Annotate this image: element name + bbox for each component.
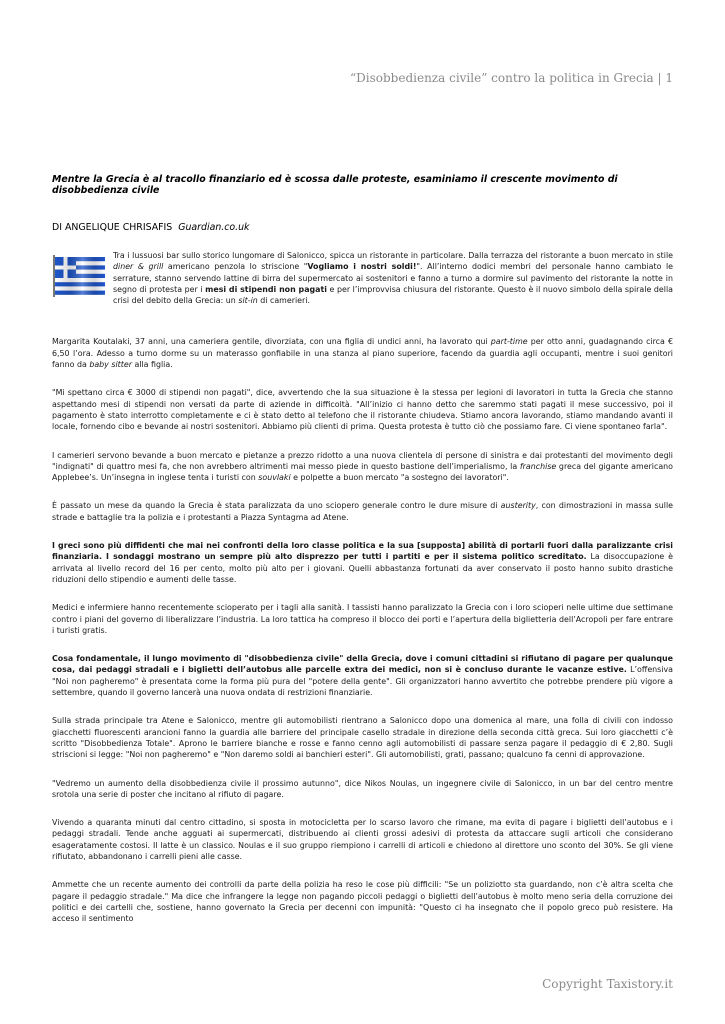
italic-run: part-time: [490, 337, 528, 347]
text-run: per otto anni, guadagnando circa € 6,50 l’ora. Adesso a turno dorme su un materasso gonfiabile in una stanza al piano superiore, facendo da guardia agli occupanti, mentre i suoi genitori fanno da: [52, 337, 673, 370]
lead-text-run: di camerieri.: [257, 296, 310, 306]
paragraph: Sulla strada principale tra Atene e Salonicco, mentre gli automobilisti rientrano a Salonicco dopo una domenica al mare, una folla di civili con indosso giacchetti fluorescenti arancioni fanno la guardia alle barriere del principale casello stradale in direzione della seconda città greca. Sui loro giacchetti c’è scritto "Disobbedienza Totale". Aprono le barriere bianche e rosse e fanno cenno agli automobilisti di passare senza pagare il pedaggio di € 2,80. Sugli striscioni si legge: "Noi non pagheremo" e "Non daremo soldi ai banchieri esteri". Gli automobilisti, grati, passano; qualcuno fa cenni di approvazione.: [52, 716, 673, 760]
text-run: greca del gigante americano Applebee’s. Un’insegna in inglese tenta i turisti con: [52, 461, 673, 483]
source-name: Guardian.co.uk: [178, 222, 250, 233]
italic-run: baby sitter: [89, 360, 132, 370]
lead-paragraph: [52, 250, 673, 306]
lead-text-run: ". All’interno dodici membri del personale hanno cambiato le serrature, stanno servendo lattine di birra del supermercato ai sostenitori e fanno a turno a dormire sul pavimento del ristorante la notte in segno di protesta per i: [113, 262, 673, 294]
lead-text-run: Tra i lussuosi bar sullo storico lungomare di Salonicco, spicca un ristorante in particolare. Dalla terrazza del ristorante a buon mercato in stile: [113, 251, 673, 260]
paragraph: [52, 450, 673, 484]
text-run: e polpette a buon mercato "a sostegno dei lavoratori".: [290, 473, 509, 483]
paragraph: Ammette che un recente aumento dei controlli da parte della polizia ha reso le cose più difficili: "Se un poliziotto sta guardando, non c’è altra scelta che pagare il pedaggio stradale." Ma dice che infrangere la legge non pagando piccoli pedaggi o biglietti dell’autobus è molto meno seria della corruzione dei politici e dei cartelli che, sostiene, hanno governato la Grecia per decenni con impunità: "Questo ci ha insegnato che il popolo greco può resistere. Ha acceso il sentimento: [52, 880, 673, 924]
lead-text-run: americano penzola lo striscione ": [163, 262, 308, 272]
text-run: È passato un mese da quando la Grecia è stata paralizzata da uno sciopero generale contro le dure misure di: [52, 501, 501, 511]
text-run: alla figlia.: [131, 360, 173, 370]
paragraph: "Vedremo un aumento della disobbedienza civile il prossimo autunno", dice Nikos Noulas, un ingegnere civile di Salonicco, in un bar del centro mentre srotola una serie di poster che incitano al rifiuto di pagare.: [52, 778, 673, 799]
running-header: “Disobbedienza civile” contro la politica in Grecia | 1: [350, 71, 673, 85]
lead-italic-run: diner & grill: [113, 262, 164, 272]
paragraph: [52, 336, 673, 370]
paragraph: [52, 653, 673, 698]
lead-text: [113, 250, 673, 306]
greek-flag-image: [52, 255, 107, 297]
paragraph: Medici e infermiere hanno recentemente scioperato per i tagli alla sanità. I tassisti hanno paralizzato la Grecia con i loro scioperi nelle ultime due settimane contro i piani del governo di liberalizzare l’industria. La loro tattica ha compreso il blocco dei porti e l’apertura della biglietteria dell’Acropoli per fare entrare i turisti gratis.: [52, 603, 673, 635]
lead-bold-run: Vogliamo i nostri soldi!: [307, 262, 417, 272]
paragraph: "Mi spettano circa € 3000 di stipendi non pagati", dice, avvertendo che la sua situazione è la stessa per legioni di lavoratori in tutta la Grecia che stanno aspettando mesi di stipendi non versati da parte di aziende in difficoltà. "All’inizio ci hanno detto che saremmo stati pagati il mese successivo, poi il pagamento è stato interrotto completamente e ci è stato detto al telefono che il ristorante chiudeva. Stiamo ancora lavorando, stiamo mandando avanti il locale, fornendo cibo e bevande ai nostri sostenitori. Abbiamo più clienti di prima. Questa protesta è tutto ciò che possiamo fare. Ci viene spontaneo farla".: [52, 388, 673, 432]
italic-run: austerity: [500, 501, 536, 511]
text-run: Margarita Koutalaki, 37 anni, una cameriera gentile, divorziata, con una figlia di undici anni, ha lavorato qui: [52, 337, 491, 347]
italic-run: souvlaki: [258, 473, 291, 483]
lead-bold-run: mesi di stipendi non pagati: [205, 284, 327, 294]
text-run: La disoccupazione è arrivata al livello record del 16 per cento, molto più alto per i giovani. Quelli abbastanza fortunati da aver conservato il posto hanno subito drastiche riduzioni dello stipendio e aumenti delle tasse.: [52, 552, 673, 584]
text-run: I camerieri servono bevande a buon mercato e pietanze a prezzo ridotto a una nuova clientela di persone di sinistra e dai protestanti del movimento degli "indignati" di quattro mesi fa, che non avrebbero altrimenti mai messo piede in questo bastione dell’imperialismo, la: [52, 450, 673, 471]
article-body: [52, 250, 673, 941]
article-subtitle: Mentre la Grecia è al tracollo finanziario ed è scossa dalle proteste, esaminiamo il crescente movimento di disobbedienza civile: [52, 174, 618, 196]
byline: [52, 222, 250, 233]
text-run: , con dimostrazioni in massa sulle strade e battaglie tra la polizia e i protestanti a Piazza Syntagma ad Atene.: [52, 501, 673, 522]
paragraph: [52, 540, 673, 585]
footer-copyright: Copyright Taxistory.it: [542, 977, 673, 991]
paragraph: [52, 500, 673, 523]
bold-run: I greci sono più diffidenti che mai nei confronti della loro classe politica e la sua [supposta] abilità di portarli fuori dalla paralizzante crisi finanziaria. I sondaggi mostrano un sempre più alto disprezzo per tutti i partiti e per il sistema politico screditato.: [52, 541, 673, 562]
lead-italic-run: sit-in: [238, 296, 258, 306]
text-run: L’offensiva "Noi non pagheremo" è presentata come la forma più pura del "potere della gente". Gli organizzatori hanno avvertito che potrebbe prendere più vigore a settembre, quando il governo lancerà una nuova ondata di restrizioni finanziarie.: [52, 665, 673, 698]
lead-text-run: e per l’improvvisa chiusura del ristorante. Questo è il nuovo simbolo della spirale della crisi del debito della Grecia: un: [113, 284, 673, 306]
bold-run: Cosa fondamentale, il lungo movimento di "disobbedienza civile" della Grecia, dove i comuni cittadini si rifiutano di pagare per qualunque cosa, dai pedaggi stradali e i biglietti dell’autobus alle parcelle extra dei medici, non si è concluso durante le vacanze estive.: [52, 654, 673, 675]
author-name: DI ANGELIQUE CHRISAFIS: [52, 222, 173, 233]
paragraph: Vivendo a quaranta minuti dal centro cittadino, si sposta in motocicletta per lo scarso lavoro che rimane, ma evita di pagare i biglietti dell’autobus e i pedaggi stradali. Tende anche agguati ai supermercati, distribuendo ai clienti grossi adesivi di protesta da attaccare sugli articoli che considerano esageratamente costosi. Il latte è un classico. Noulas e il suo gruppo riempiono i carrelli di articoli e chiedono al direttore uno sconto del 30%. Se gli viene rifiutato, abbandonano i carrelli pieni alle casse.: [52, 818, 673, 861]
italic-run: franchise: [519, 461, 557, 471]
